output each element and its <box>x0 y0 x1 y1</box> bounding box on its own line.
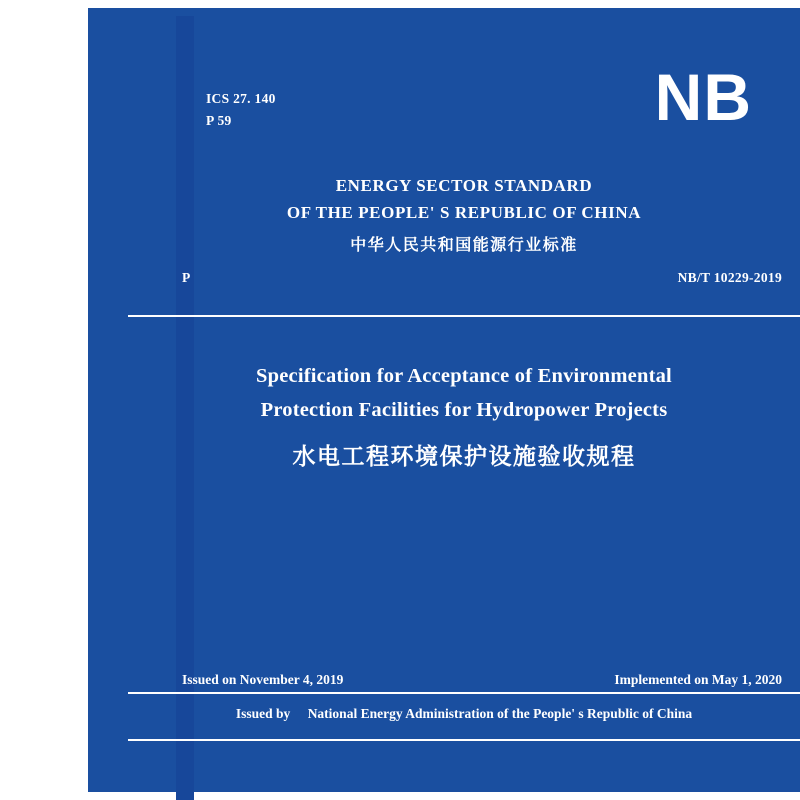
title-en-line1: Specification for Acceptance of Environmental <box>256 365 672 387</box>
title-en-line2: Protection Facilities for Hydropower Projects <box>260 398 668 421</box>
cover-content <box>128 8 800 792</box>
issuer-heading-chinese: 中华人民共和国能源行业标准 <box>350 237 578 254</box>
designation-row <box>182 270 782 286</box>
issuer-heading-line2: OF THE PEOPLE' S REPUBLIC OF CHINA <box>286 203 642 222</box>
title-chinese: 水电工程环境保护设施验收规程 <box>292 443 636 469</box>
issued-by-label: Issued by <box>235 706 291 721</box>
issued-date: Issued on November 4, 2019 <box>182 672 344 687</box>
standard-cover <box>88 8 800 792</box>
standard-number: NB/T 10229-2019 <box>677 270 782 285</box>
divider-bottom-1 <box>128 692 800 694</box>
issuer-heading-line1: ENERGY SECTOR STANDARD <box>335 176 593 195</box>
issuing-organization: National Energy Administration of the People' s Republic of China <box>307 706 693 721</box>
designation-left-code: P <box>182 270 191 285</box>
divider-top <box>128 315 800 317</box>
implemented-date: Implemented on May 1, 2020 <box>614 672 782 687</box>
ics-code: ICS 27. 140 <box>206 91 276 106</box>
issuer-heading <box>128 176 800 255</box>
dates-row <box>182 672 782 688</box>
divider-bottom-2 <box>128 739 800 741</box>
classification-code: P 59 <box>206 112 232 128</box>
page-title <box>128 360 800 471</box>
ics-block <box>206 88 276 131</box>
issued-by-row <box>128 706 800 722</box>
nb-logo: NB <box>654 60 752 134</box>
